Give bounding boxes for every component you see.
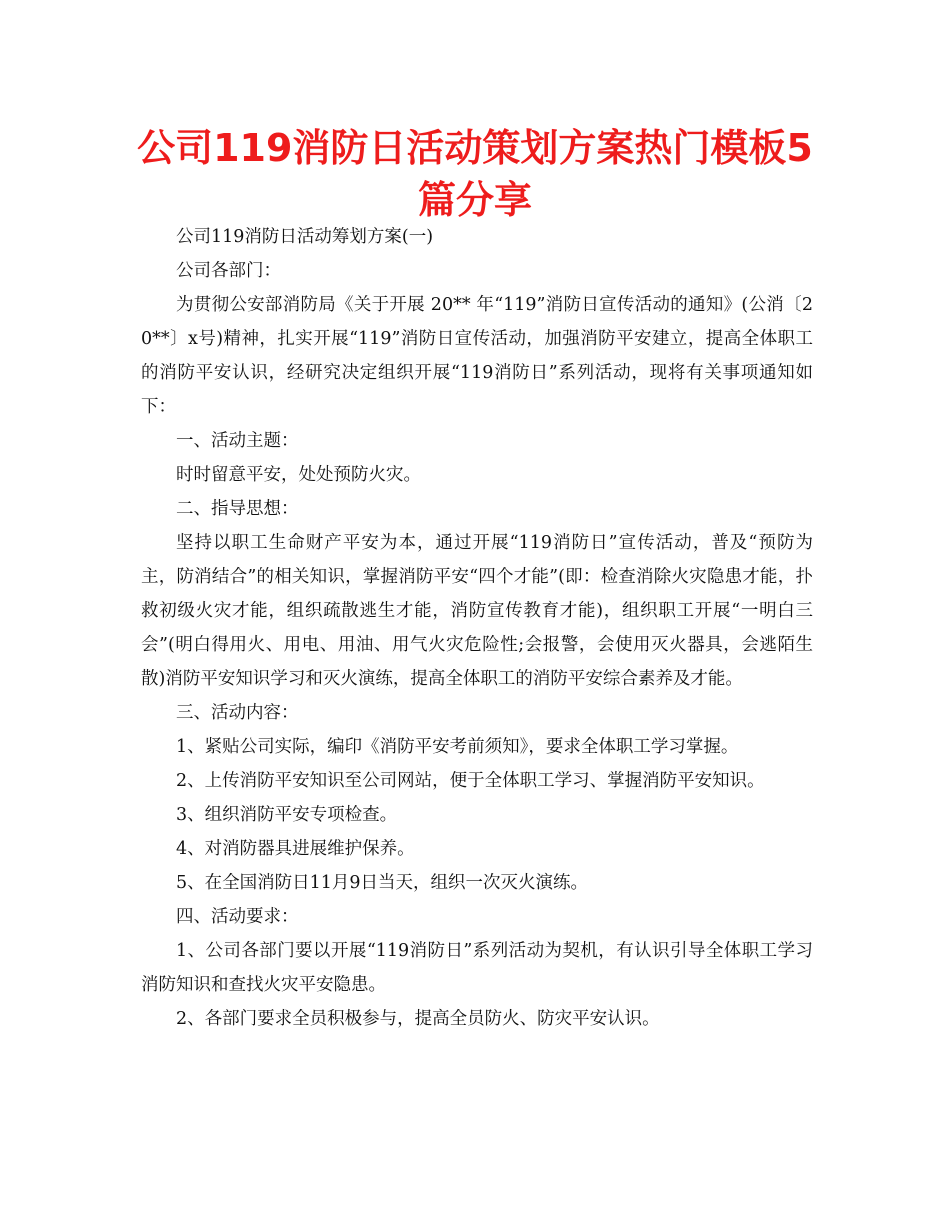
document-body [141, 220, 813, 1036]
section-heading-guidance: 二、指导思想： [176, 499, 299, 519]
paragraph-guidance: 坚持以职工生命财产平安为本，通过开展“119消防日”宣传活动，普及“预防为主，防消结合”的相关知识，掌握消防平安“四个才能”(即：检查消除火灾隐患才能，扑救初级火灾才能，组织疏散逃生才能，消防宣传教育才能)，组织职工开展“一明白三会”(明白得用火、用电、用油、用气火灾危险性;会报警，会使用灭火器具，会逃陌生散)消防平安知识学习和灭火演练，提高全体职工的消防平安综合素养及才能。 [141, 533, 813, 689]
list-item: 3、组织消防平安专项检查。 [176, 805, 398, 825]
list-item: 4、对消防器具进展维护保养。 [176, 839, 415, 859]
section-heading-content: 三、活动内容： [176, 703, 299, 723]
document-title: 公司119消防日活动策划方案热门模板5篇分享 [137, 126, 813, 222]
paragraph-plan-heading: 公司119消防日活动筹划方案(一) [176, 227, 434, 247]
paragraph-theme: 时时留意平安，处处预防火灾。 [176, 465, 421, 485]
list-item: 5、在全国消防日11月9日当天，组织一次灭火演练。 [176, 873, 589, 893]
list-item: 2、各部门要求全员积极参与，提高全员防火、防灾平安认识。 [176, 1009, 660, 1029]
paragraph-intro: 为贯彻公安部消防局《关于开展 20** 年“119”消防日宣传活动的通知》(公消〔20**〕x号)精神，扎实开展“119”消防日宣传活动，加强消防平安建立，提高全体职工的消防平安认识，经研究决定组织开展“119消防日”系列活动，现将有关事项通知如下： [141, 295, 813, 417]
paragraph-salutation: 公司各部门： [176, 261, 281, 281]
list-item: 1、紧贴公司实际，编印《消防平安考前须知》，要求全体职工学习掌握。 [176, 737, 739, 757]
list-item: 1、公司各部门要以开展“119消防日”系列活动为契机，有认识引导全体职工学习消防知识和查找火灾平安隐患。 [141, 941, 813, 995]
list-item: 2、上传消防平安知识至公司网站，便于全体职工学习、掌握消防平安知识。 [176, 771, 765, 791]
section-heading-theme: 一、活动主题： [176, 431, 299, 451]
section-heading-requirements: 四、活动要求： [176, 907, 299, 927]
